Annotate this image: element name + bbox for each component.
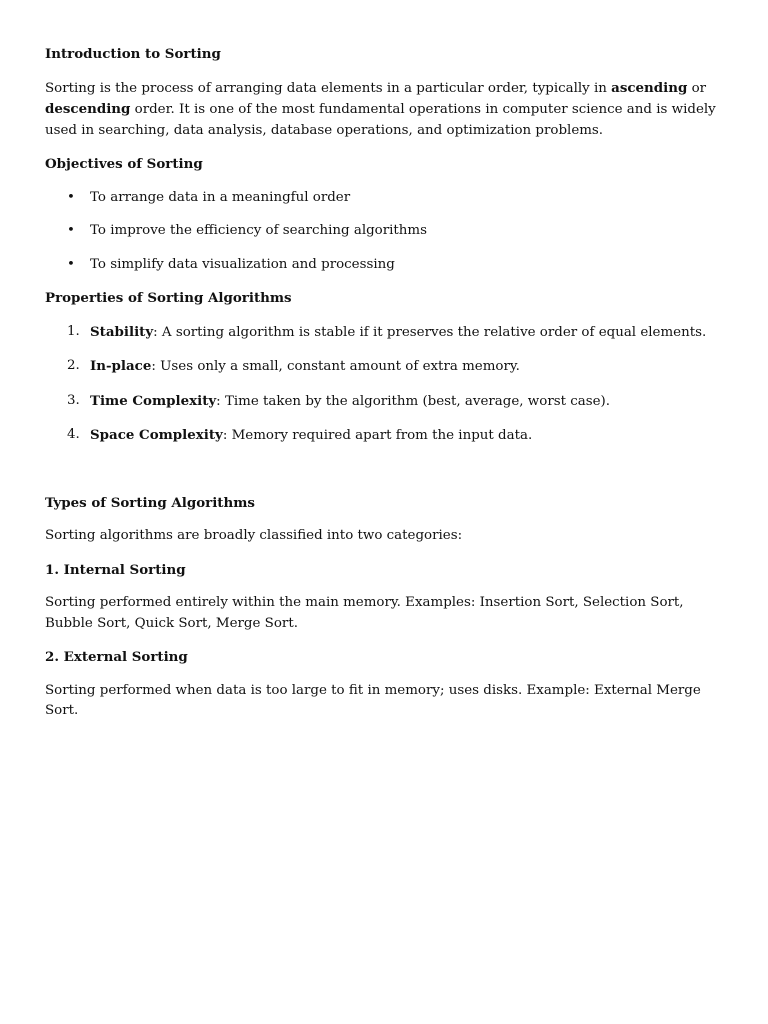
property-term: Space Complexity	[90, 427, 223, 443]
intro-text-part1: Sorting is the process of arranging data elements in a particular order, typically in	[45, 80, 612, 96]
objective-text: To improve the efficiency of searching algorithms	[90, 223, 428, 238]
internal-sorting-text: Sorting performed entirely within the main memory. Examples: Insertion Sort, Selection Sort, Bubble Sort, Quick Sort, Merge Sort.	[45, 595, 684, 631]
objective-text: To arrange data in a meaningful order	[90, 189, 351, 205]
list-item	[45, 255, 716, 276]
list-number: 3.	[67, 392, 80, 408]
list-item	[45, 391, 716, 413]
list-item	[45, 425, 716, 447]
intro-bold-ascending: ascending	[611, 79, 688, 96]
list-item	[45, 356, 716, 378]
list-item	[45, 221, 716, 242]
external-sorting-text: Sorting performed when data is too large to fit in memory; uses disks. Example: External Merge Sort.	[45, 682, 701, 718]
types-intro: Sorting algorithms are broadly classified into two categories:	[45, 528, 463, 543]
property-desc: : Time taken by the algorithm (best, average, worst case).	[216, 393, 610, 409]
list-item	[45, 322, 716, 344]
objectives-heading: Objectives of Sorting	[45, 156, 203, 172]
types-heading: Types of Sorting Algorithms	[45, 494, 255, 511]
objective-text: To simplify data visualization and processing	[90, 256, 395, 272]
property-term: In-place	[90, 358, 152, 374]
external-sorting-heading: 2. External Sorting	[45, 649, 188, 665]
list-number: 2.	[67, 358, 80, 373]
property-desc: : Uses only a small, constant amount of extra memory.	[151, 359, 520, 374]
intro-bold-descending: descending	[45, 101, 131, 117]
properties-list	[45, 322, 716, 447]
intro-text-mid: or	[687, 80, 707, 96]
bullet-icon: •	[67, 189, 75, 205]
property-desc: : Memory required apart from the input data.	[222, 428, 533, 443]
intro-paragraph	[45, 78, 716, 142]
list-number: 1.	[67, 323, 80, 339]
bullet-icon: •	[67, 223, 75, 238]
property-term: Stability	[90, 323, 154, 340]
list-item	[45, 188, 716, 209]
property-desc: : A sorting algorithm is stable if it preserves the relative order of equal elements.	[153, 324, 707, 340]
objectives-list	[45, 188, 716, 276]
properties-heading: Properties of Sorting Algorithms	[45, 290, 292, 306]
list-number: 4.	[67, 427, 80, 442]
property-term: Time Complexity	[90, 392, 217, 409]
intro-text-part2: order. It is one of the most fundamental operations in computer science and is widely used in searching, data analysis, database operations, and optimization problems.	[45, 102, 716, 138]
intro-heading: Introduction to Sorting	[45, 46, 221, 62]
internal-sorting-heading: 1. Internal Sorting	[45, 561, 186, 578]
bullet-icon: •	[67, 256, 75, 272]
